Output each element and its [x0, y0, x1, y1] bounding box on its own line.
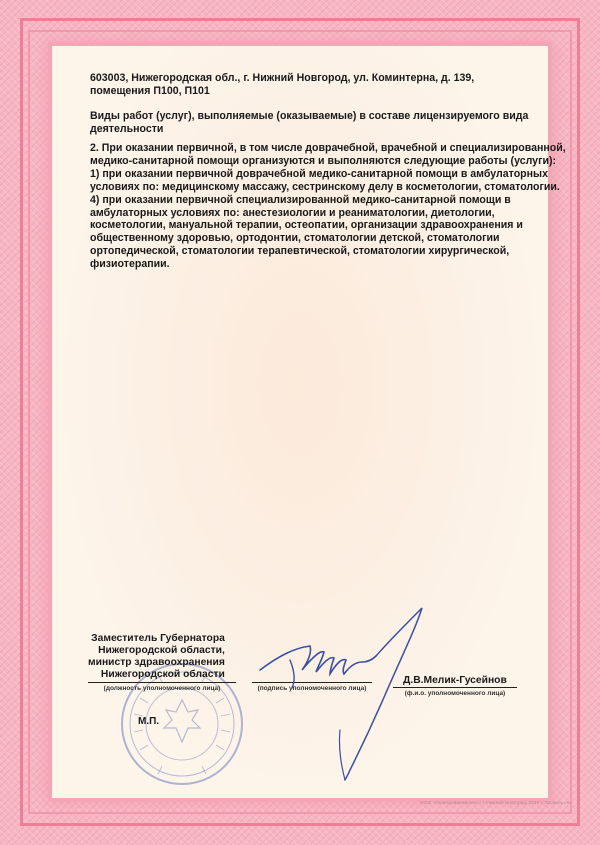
section-2-line: условиях по: медицинскому массажу, сестринскому делу в косметологии, стоматологии. [90, 180, 560, 193]
signatory-title-line: Нижегородской области [100, 669, 225, 680]
address-line-1: 603003, Нижегородская обл., г. Нижний Новгород, ул. Коминтерна, д. 139, [90, 72, 475, 84]
section-2-line: ортопедической, стоматологии терапевтической, стоматологии хирургической, [90, 245, 510, 258]
works-heading [90, 110, 528, 136]
heading-line-1: Виды работ (услуг), выполняемые (оказываемые) в составе лицензируемого вида [90, 110, 529, 122]
address-line-2: помещения П100, П101 [90, 84, 210, 97]
handwritten-signature-icon [250, 600, 440, 790]
section-2-line: 2. При оказании первичной, в том числе доврачебной, врачебной и специализированной, [90, 142, 566, 154]
section-2-line: амбулаторных условиях по: анестезиологии и реаниматологии, диетологии, [90, 206, 495, 219]
position-underline [88, 682, 236, 683]
section-2-line: косметологии, мануальной терапии, остеопатии, организации здравоохранения и [90, 219, 523, 232]
section-2-line: общественному здоровью, ортодонтии, стоматологии детской, стоматологии [90, 232, 500, 245]
signatory-title [88, 633, 225, 681]
name-caption: (ф.и.о. уполномоченного лица) [404, 690, 506, 697]
signatory-title-line: министр здравоохранения [88, 657, 225, 668]
printer-footer: ООО «Полиграфкомплекс» г. Нижний Новгород, 2019 г. Уровень «Б» [420, 801, 573, 806]
heading-line-2: деятельности [90, 122, 164, 135]
section-2-text [90, 142, 566, 271]
section-2-line: 1) при оказании первичной доврачебной медико-санитарной помощи в амбулаторных [90, 167, 548, 180]
address-block [90, 72, 474, 98]
signatory-title-line: Нижегородской области, [98, 645, 225, 656]
signatory-name: Д.В.Мелик-Гусейнов [403, 675, 507, 686]
signature-caption: (подпись уполномоченного лица) [257, 685, 367, 692]
signatory-title-line: Заместитель Губернатора [91, 633, 225, 644]
section-2-line: физиотерапии. [90, 258, 170, 271]
section-2-line: медико-санитарной помощи организуются и выполняются следующие работы (услуги): [90, 154, 557, 167]
section-2-line: 4) при оказании первичной специализированной медико-санитарной помощи в [90, 193, 511, 206]
stamp-place-label: М.П. [138, 716, 160, 727]
position-caption: (должность уполномоченного лица) [103, 685, 221, 692]
